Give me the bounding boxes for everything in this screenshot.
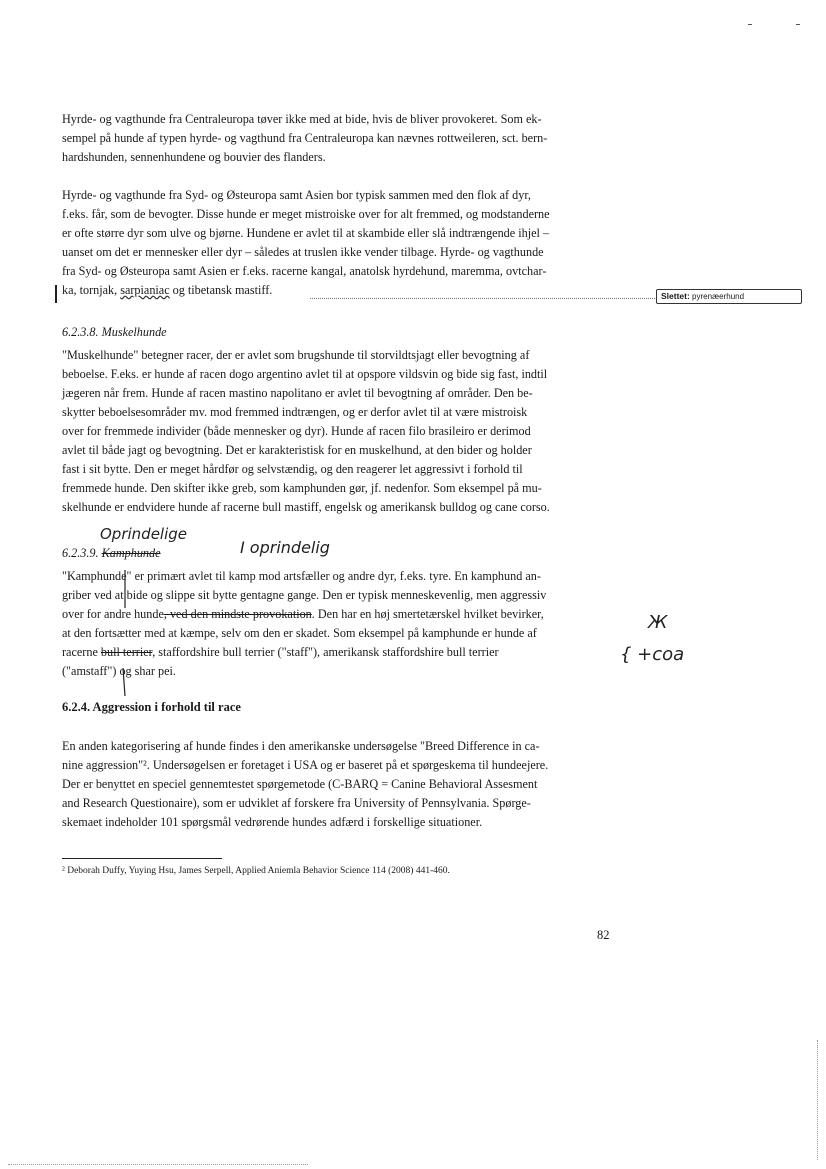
text-fragment: . Den har en høj smertetærskel hvilket bevirker, bbox=[311, 607, 544, 621]
text-line: avlet til både jagt og bevogtning. Det er karakteristisk for en muskelhund, at den bider og holder bbox=[62, 443, 532, 457]
struck-text: , ved den mindste provokation bbox=[163, 607, 312, 621]
comment-leader-line bbox=[310, 298, 655, 299]
section-heading-muskelhunde: 6.2.3.8. Muskelhunde bbox=[62, 325, 167, 339]
text-line: Der er benyttet en speciel gennemtestet spørgemetode (C-BARQ = Canine Behavioral Assesment bbox=[62, 777, 538, 791]
text-line: jægeren når frem. Hunde af racen mastino napolitano er avlet til bevogtning af områder. Den be- bbox=[62, 386, 533, 400]
text-line: Hyrde- og vagthunde fra Syd- og Østeuropa samt Asien bor typisk sammen med den flok af dyr, bbox=[62, 188, 531, 202]
text-line: "Muskelhunde" betegner racer, der er avlet som brugshunde til storvildtsjagt eller bevogtning af bbox=[62, 348, 530, 362]
text-fragment: og tibetansk mastiff. bbox=[169, 283, 273, 297]
text-line: ("amstaff") og shar pei. bbox=[62, 664, 176, 678]
text-line: fast i sit bytte. Den er meget hårdfør og selvstændig, og den reagerer let aggressivt i forhold til bbox=[62, 462, 523, 476]
struck-text: bull terrier bbox=[100, 645, 153, 659]
text-fragment: "Kamphunde" er bbox=[62, 569, 148, 583]
text-line: and Research Questionaire), som er udviklet af forskere fra University of Pennsylvania. Spørge- bbox=[62, 796, 531, 810]
footnote-divider bbox=[62, 858, 222, 859]
heading-number: 6.2.3.9. bbox=[62, 546, 102, 560]
footnote: ² Deborah Duffy, Yuying Hsu, James Serpell, Applied Aniemla Behavior Science 114 (2008) 441-460. bbox=[62, 866, 450, 876]
handwritten-insertion: Oprindelige bbox=[100, 525, 188, 543]
text-line: skemaet indeholder 101 spørgsmål vedrørende hundes adfærd i forskellige situationer. bbox=[62, 815, 483, 829]
text-line bbox=[62, 567, 622, 586]
text-line: f.eks. får, som de bevogter. Disse hunde er meget mistroiske over for alt fremmed, og modstanderne bbox=[62, 207, 550, 221]
text-line: hardshunden, sennenhundene og bouvier des flanders. bbox=[62, 150, 326, 164]
handwritten-asterisk-mark: Ж bbox=[648, 612, 668, 633]
text-line: sempel på hunde af typen hyrde- og vagthund fra Centraleuropa kan nævnes rottweileren, sct. bern- bbox=[62, 131, 548, 145]
handwritten-insertion-stroke bbox=[118, 568, 132, 698]
text-line: uanset om det er mennesker eller dyr – således at truslen ikke vender tilbage. Hyrde- og vagthunde bbox=[62, 245, 544, 259]
text-fragment: ka, tornjak, bbox=[62, 283, 121, 297]
text-line: at den fortsætter med at kæmpe, selv om den er skadet. Som eksempel på kamphunde er hunde af bbox=[62, 626, 537, 640]
scan-edge-artifact bbox=[817, 1040, 818, 1160]
paragraph-south-east-europe bbox=[62, 186, 622, 300]
text-line: Hyrde- og vagthunde fra Centraleuropa tøver ikke med at bide, hvis de bliver provokeret. Som ek- bbox=[62, 112, 542, 126]
text-line: beboelse. F.eks. er hunde af racen dogo argentino avlet til at opspore vildsvin og bide sig fast, indtil bbox=[62, 367, 548, 381]
paragraph-central-europe bbox=[62, 110, 622, 167]
text-fragment: racerne bbox=[62, 645, 101, 659]
text-line: griber ved at bide og slippe sit bytte gentagne gange. Den er typisk menneskevenlig, men aggressiv bbox=[62, 588, 547, 602]
paragraph-muskelhunde bbox=[62, 346, 622, 517]
text-line: En anden kategorisering af hunde findes i den amerikanske undersøgelse "Breed Difference in ca- bbox=[62, 739, 540, 753]
text-line bbox=[62, 643, 622, 662]
section-heading-kamphunde bbox=[62, 546, 161, 561]
paragraph-kamphunde bbox=[62, 567, 622, 681]
text-fragment: over for andre hunde bbox=[62, 607, 164, 621]
handwritten-note: I oprindelig bbox=[240, 538, 330, 557]
text-line: skelhunde er endvidere hunde af racerne bull mastiff, engelsk og amerikansk bulldog og cane corso. bbox=[62, 500, 550, 514]
handwritten-margin-note: { +coa bbox=[620, 644, 685, 665]
page-number: 82 bbox=[597, 928, 610, 942]
text-line: over for fremmede individer (både mennesker og dyr). Hunde af racen filo brasileiro er derimod bbox=[62, 424, 531, 438]
text-fragment: primært avlet til kamp mod artsfæller og andre dyr, f.eks. tyre. En kamphund an- bbox=[147, 569, 541, 583]
change-bar bbox=[55, 285, 57, 303]
scan-mark bbox=[796, 24, 800, 25]
heading-word: Kamphunde bbox=[101, 546, 161, 560]
text-line: fremmede hunde. Den skifter ikke greb, som kamphunden gør, jf. nedenfor. Som eksempel på mu- bbox=[62, 481, 542, 495]
text-line: nine aggression"². Undersøgelsen er foretaget i USA og er baseret på et spørgeskema til hundeejere. bbox=[62, 758, 549, 772]
text-line: fra Syd- og Østeuropa samt Asien er f.eks. racerne kangal, anatolsk hyrdehund, maremma, ovtchar- bbox=[62, 264, 547, 278]
text-fragment: , staffordshire bull terrier ("staff"), amerikansk staffordshire bull terrier bbox=[152, 645, 499, 659]
comment-text: pyrenæerhund bbox=[692, 292, 745, 301]
tracked-deletion: sarpianiac bbox=[120, 283, 170, 297]
scan-mark bbox=[748, 24, 752, 25]
comment-label: Slettet: bbox=[661, 291, 690, 301]
text-line: skytter beboelsesområder mv. mod fremmed indtrængen, og er derfor avlet til at være mistroisk bbox=[62, 405, 528, 419]
section-heading-aggression: 6.2.4. Aggression i forhold til race bbox=[62, 700, 241, 714]
paragraph-aggression bbox=[62, 737, 622, 832]
text-line bbox=[62, 605, 622, 624]
scan-edge-artifact bbox=[8, 1164, 308, 1165]
deletion-comment-balloon bbox=[656, 289, 802, 304]
text-line: er ofte større dyr som ulve og bjørne. Hundene er avlet til at skambide eller slå indtrængende ihjel – bbox=[62, 226, 550, 240]
